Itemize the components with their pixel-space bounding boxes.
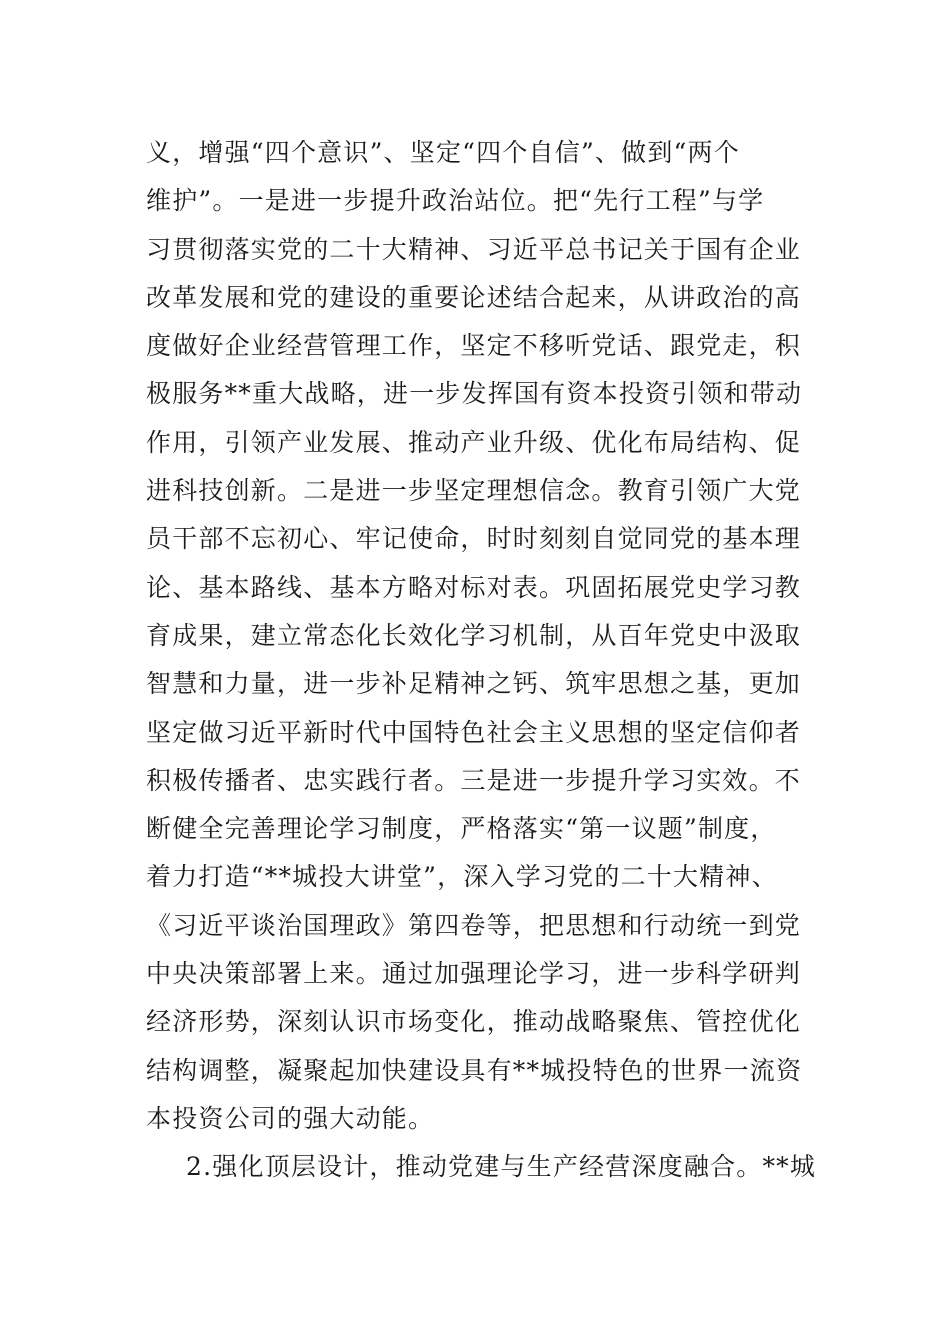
paragraph-line: 员干部不忘初心、牢记使命，时时刻刻自觉同党的基本理 [146, 524, 802, 554]
paragraph-line: 极服务**重大战略，进一步发挥国有资本投资引领和带动 [146, 379, 803, 409]
paragraph-line: 坚定做习近平新时代中国特色社会主义思想的坚定信仰者 [146, 717, 802, 747]
paragraph-line: 进科技创新。二是进一步坚定理想信念。教育引领广大党 [146, 476, 802, 506]
paragraph-line: 结构调整，凝聚起加快建设具有**城投特色的世界一流资 [146, 1055, 803, 1085]
paragraph-line: 本投资公司的强大动能。 [146, 1103, 435, 1133]
paragraph-line: 智慧和力量，进一步补足精神之钙、筑牢思想之基，更加 [146, 669, 802, 699]
paragraph-line: 2.强化顶层设计，推动党建与生产经营深度融合。**城 [186, 1152, 817, 1182]
paragraph-line: 改革发展和党的建设的重要论述结合起来，从讲政治的高 [146, 282, 802, 312]
paragraph-line: 度做好企业经营管理工作，坚定不移听党话、跟党走，积 [146, 331, 802, 361]
paragraph-line: 经济形势，深刻认识市场变化，推动战略聚焦、管控优化 [146, 1007, 802, 1037]
paragraph-2 [146, 1143, 817, 1191]
paragraph-line: 论、基本路线、基本方略对标对表。巩固拓展党史学习教 [146, 572, 802, 602]
paragraph-line: 积极传播者、忠实践行者。三是进一步提升学习实效。不 [146, 765, 802, 795]
paragraph-line: 着力打造“**城投大讲堂”，深入学习党的二十大精神、 [146, 862, 778, 892]
paragraph-line: 《习近平谈治国理政》第四卷等，把思想和行动统一到党 [146, 910, 802, 940]
paragraph-line: 育成果，建立常态化长效化学习机制，从百年党史中汲取 [146, 620, 802, 650]
paragraph-line: 断健全完善理论学习制度，严格落实“第一议题”制度， [146, 814, 777, 844]
paragraph-line: 习贯彻落实党的二十大精神、习近平总书记关于国有企业 [146, 234, 802, 264]
paragraph-line: 义，增强“四个意识”、坚定“四个自信”、做到“两个 [146, 138, 740, 167]
paragraph-line: 作用，引领产业发展、推动产业升级、优化布局结构、促 [146, 427, 802, 457]
paragraph-1 [146, 129, 811, 1143]
paragraph-line: 中央决策部署上来。通过加强理论学习，进一步科学研判 [146, 959, 802, 989]
document-body [146, 129, 817, 1192]
paragraph-line: 维护”。一是进一步提升政治站位。把“先行工程”与学 [146, 186, 765, 216]
